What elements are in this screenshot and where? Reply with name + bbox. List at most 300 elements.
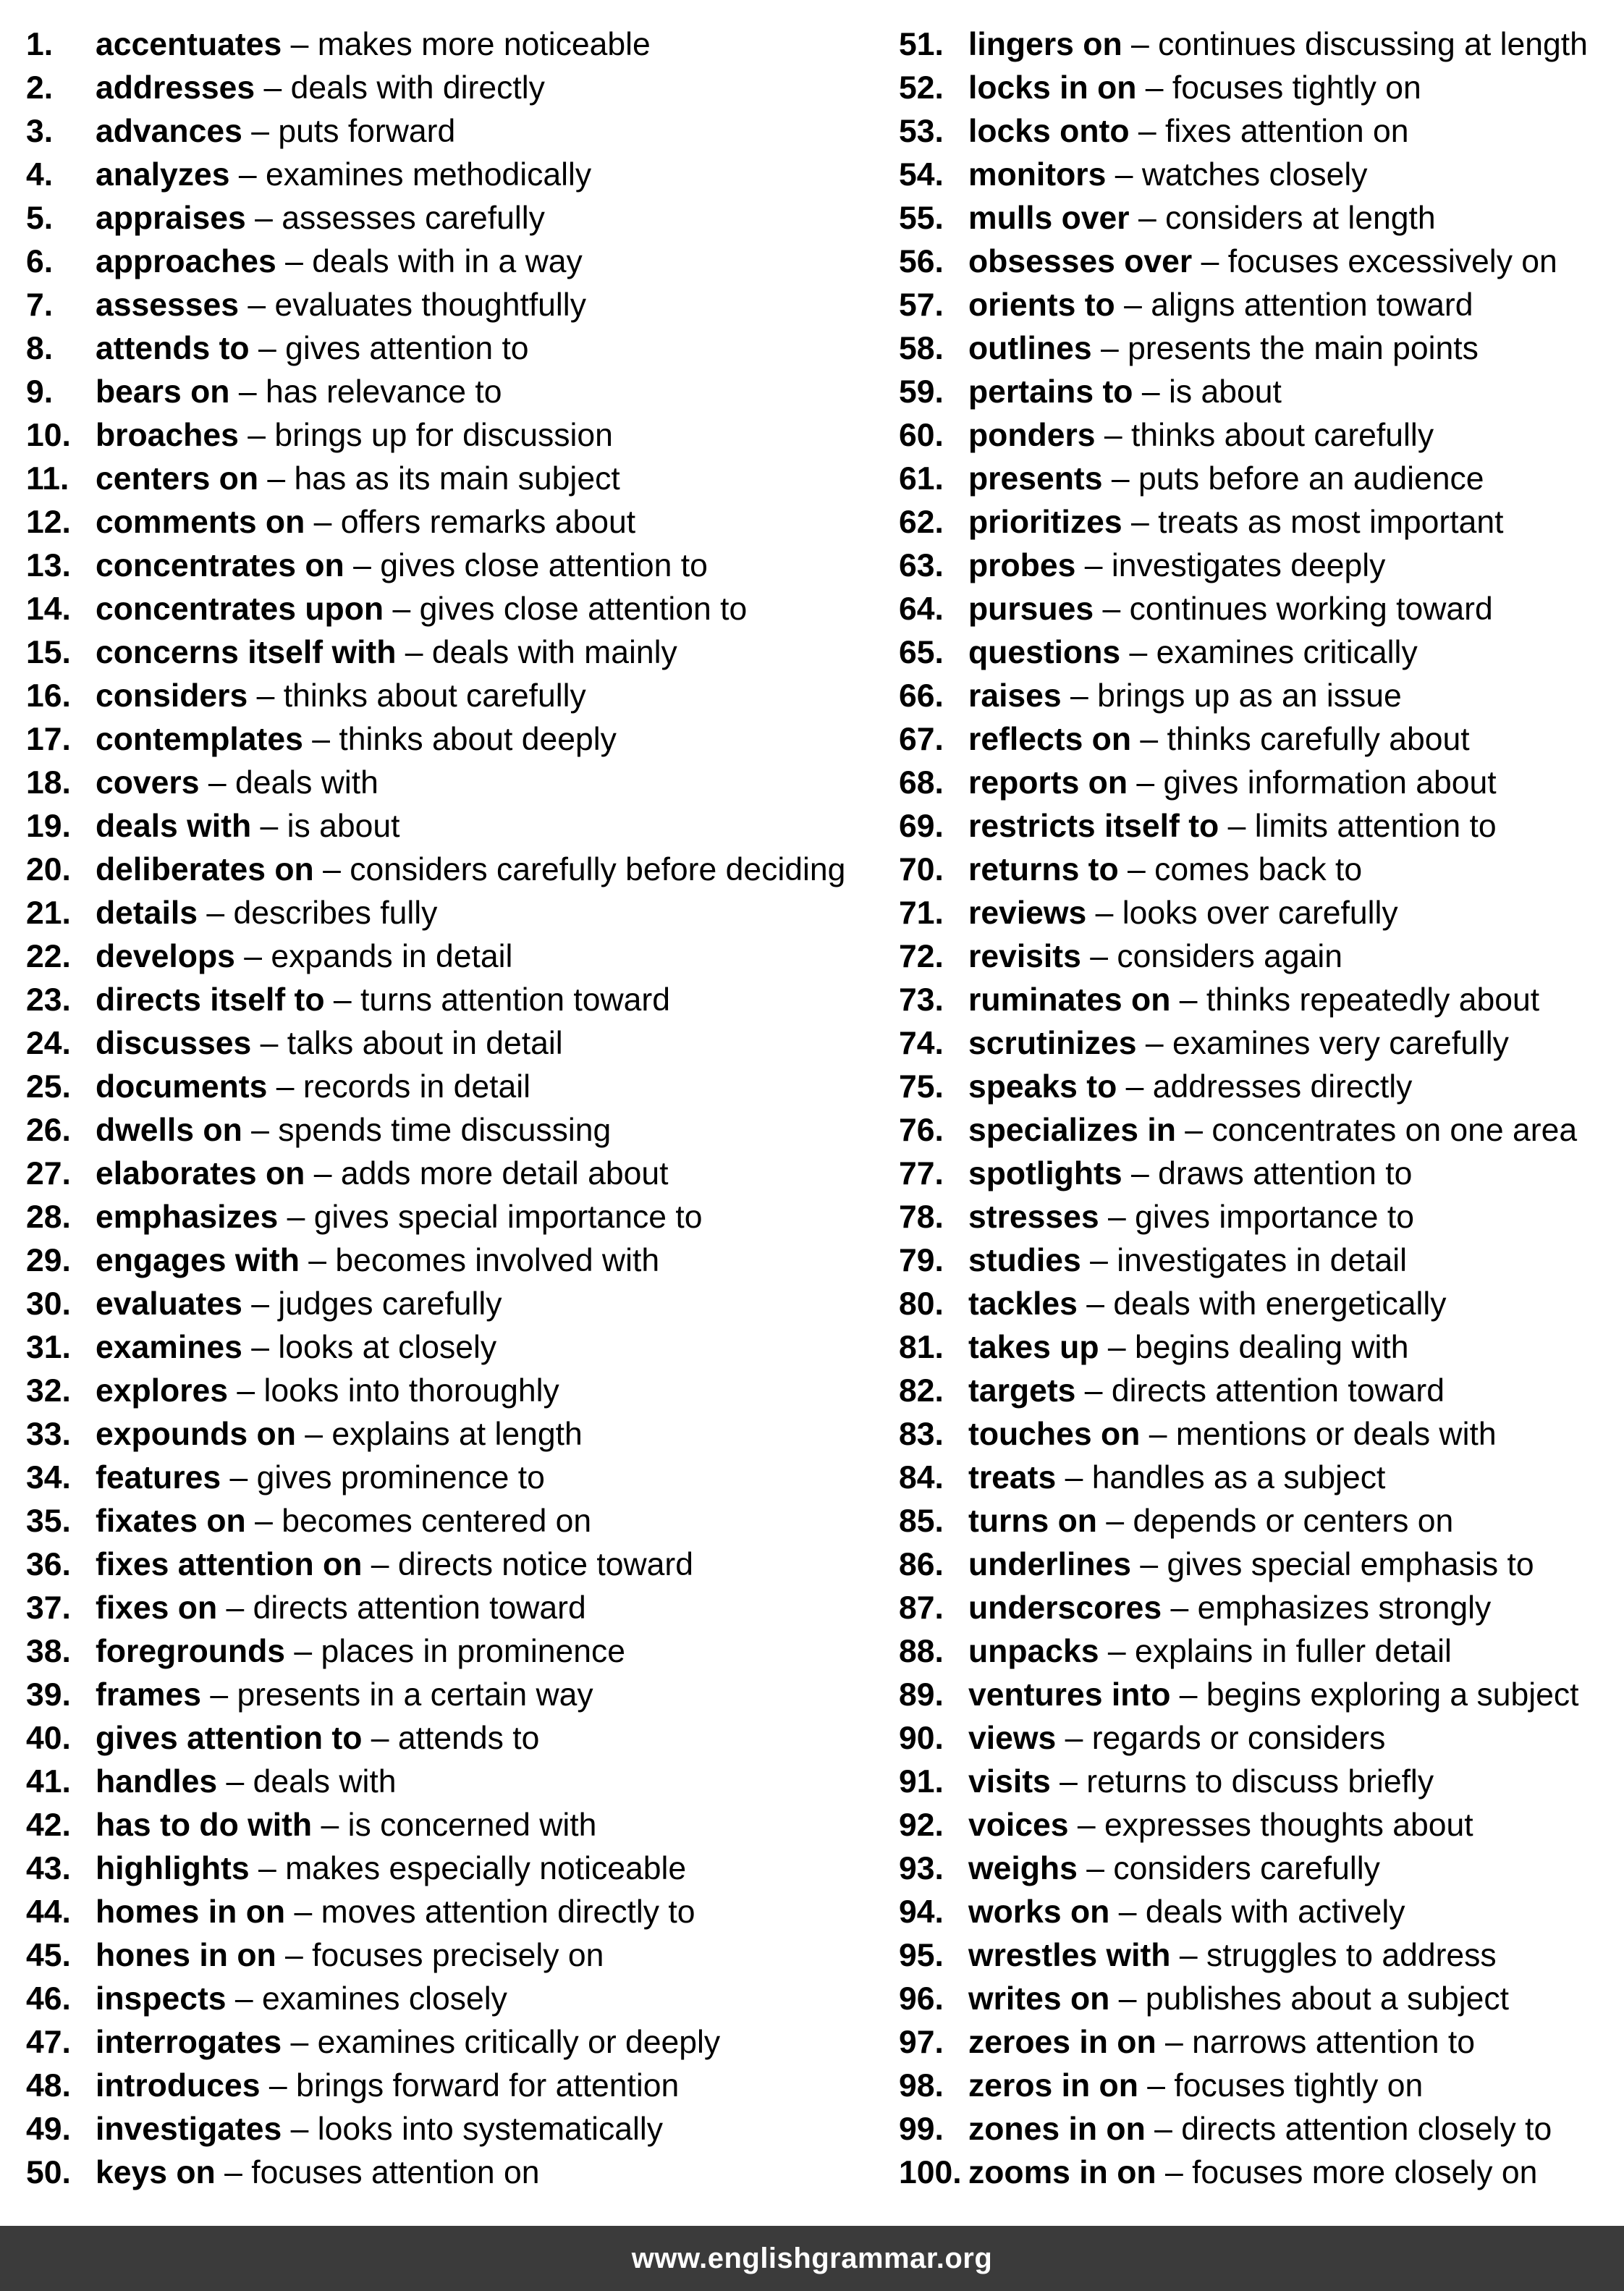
item-definition: expresses thoughts about <box>1104 1807 1473 1843</box>
item-number: 12. <box>26 505 71 540</box>
item-term: fixes on <box>96 1590 218 1626</box>
item-separator: – <box>1096 1503 1133 1539</box>
item-term: mulls over <box>968 201 1130 236</box>
item-definition: brings forward for attention <box>295 2068 680 2104</box>
item-term: ponders <box>968 418 1096 453</box>
list-item <box>26 284 873 327</box>
list-item <box>899 1326 1623 1370</box>
item-number: 99. <box>899 2111 944 2147</box>
item-number: 41. <box>26 1764 71 1800</box>
item-definition: struggles to address <box>1206 1938 1497 1973</box>
item-term: stresses <box>968 1199 1099 1235</box>
item-separator: – <box>295 1417 332 1452</box>
item-definition: looks over carefully <box>1122 895 1398 931</box>
item-separator: – <box>1162 1590 1198 1626</box>
item-term: has to do with <box>96 1807 313 1843</box>
item-separator: – <box>1075 548 1112 583</box>
item-separator: – <box>1129 114 1166 149</box>
item-separator: – <box>1075 1373 1112 1409</box>
item-definition: returns to discuss briefly <box>1086 1764 1434 1800</box>
item-term: reports on <box>968 765 1128 801</box>
item-term: turns on <box>968 1503 1097 1539</box>
list-item <box>899 501 1623 544</box>
item-definition: thinks about deeply <box>339 722 617 757</box>
item-number: 59. <box>899 374 944 410</box>
item-term: pursues <box>968 591 1094 627</box>
item-number: 30. <box>26 1286 71 1322</box>
item-number: 26. <box>26 1113 71 1148</box>
list-item <box>26 1326 873 1370</box>
list-item <box>899 1413 1623 1456</box>
item-term: returns to <box>968 852 1119 887</box>
item-term: concerns itself with <box>96 635 397 670</box>
item-separator: – <box>1145 2111 1182 2147</box>
list-item <box>26 1370 873 1413</box>
item-separator: – <box>312 1807 348 1843</box>
list-item <box>899 675 1623 718</box>
item-definition: assesses carefully <box>282 201 545 236</box>
item-number: 50. <box>26 2155 71 2190</box>
item-definition: expands in detail <box>271 939 513 974</box>
list-item <box>899 2021 1623 2064</box>
item-definition: gives special importance to <box>313 1199 703 1235</box>
item-separator: – <box>362 1721 398 1756</box>
list-item <box>26 718 873 761</box>
item-separator: – <box>1068 1807 1105 1843</box>
list-item <box>26 1978 873 2021</box>
list-item <box>26 110 873 153</box>
list-item <box>899 67 1623 110</box>
item-definition: investigates deeply <box>1111 548 1386 583</box>
item-term: pertains to <box>968 374 1133 410</box>
item-number: 73. <box>899 982 944 1018</box>
item-number: 93. <box>899 1851 944 1886</box>
item-number: 34. <box>26 1460 71 1495</box>
item-term: assesses <box>96 287 239 323</box>
list-item <box>899 1760 1623 1804</box>
footer-bar <box>0 2226 1624 2291</box>
item-definition: has as its main subject <box>294 461 620 497</box>
item-number: 42. <box>26 1807 71 1843</box>
item-separator: – <box>1136 1026 1172 1061</box>
list-item <box>899 2151 1623 2195</box>
item-term: obsesses over <box>968 244 1193 279</box>
item-number: 90. <box>899 1721 944 1756</box>
item-number: 44. <box>26 1894 71 1930</box>
item-term: orients to <box>968 287 1115 323</box>
item-definition: gives close attention to <box>419 591 748 627</box>
item-separator: – <box>1077 1286 1114 1322</box>
item-definition: concentrates on one area <box>1211 1113 1578 1148</box>
list-item <box>899 240 1623 284</box>
item-number: 91. <box>899 1764 944 1800</box>
list-item <box>26 1543 873 1587</box>
item-number: 45. <box>26 1938 71 1973</box>
list-item <box>26 848 873 892</box>
item-separator: – <box>1122 27 1159 62</box>
item-definition: addresses directly <box>1152 1069 1413 1105</box>
item-term: probes <box>968 548 1076 583</box>
item-separator: – <box>255 70 291 106</box>
item-term: engages with <box>96 1243 300 1278</box>
item-number: 24. <box>26 1026 71 1061</box>
list-item <box>26 197 873 240</box>
item-term: interrogates <box>96 2025 282 2060</box>
item-number: 40. <box>26 1721 71 1756</box>
item-term: attends to <box>96 331 250 366</box>
item-separator: – <box>1094 591 1130 627</box>
item-term: zones in on <box>968 2111 1146 2147</box>
item-number: 79. <box>899 1243 944 1278</box>
item-term: features <box>96 1460 221 1495</box>
item-number: 29. <box>26 1243 71 1278</box>
item-definition: watches closely <box>1141 157 1368 193</box>
item-separator: – <box>229 374 266 410</box>
item-separator: – <box>282 2025 318 2060</box>
item-number: 75. <box>899 1069 944 1105</box>
item-term: bears on <box>96 374 230 410</box>
item-definition: thinks about carefully <box>283 678 586 714</box>
item-number: 70. <box>899 852 944 887</box>
item-number: 17. <box>26 722 71 757</box>
list-item <box>26 761 873 805</box>
list-item <box>899 1022 1623 1066</box>
item-number: 56. <box>899 244 944 279</box>
item-separator: – <box>249 1851 286 1886</box>
list-item <box>899 1456 1623 1500</box>
word-list-column-right <box>899 23 1623 2195</box>
list-item <box>899 1978 1623 2021</box>
item-definition: aligns attention toward <box>1151 287 1473 323</box>
item-separator: – <box>1109 1894 1146 1930</box>
list-item <box>899 414 1623 457</box>
item-definition: focuses tightly on <box>1172 70 1421 106</box>
item-separator: – <box>1175 1113 1212 1148</box>
item-separator: – <box>229 157 266 193</box>
item-separator: – <box>299 1243 336 1278</box>
list-item <box>899 1500 1623 1543</box>
item-number: 31. <box>26 1330 71 1365</box>
item-number: 94. <box>899 1894 944 1930</box>
list-item <box>899 935 1623 979</box>
item-separator: – <box>282 2111 318 2147</box>
item-term: revisits <box>968 939 1081 974</box>
item-definition: becomes centered on <box>282 1503 592 1539</box>
list-item <box>26 67 873 110</box>
item-separator: – <box>276 1938 313 1973</box>
item-term: directs itself to <box>96 982 325 1018</box>
item-term: ventures into <box>968 1677 1171 1713</box>
item-number: 11. <box>26 461 69 497</box>
item-number: 68. <box>899 765 944 801</box>
item-term: monitors <box>968 157 1107 193</box>
item-separator: – <box>245 201 282 236</box>
item-definition: gives prominence to <box>256 1460 545 1495</box>
item-term: gives attention to <box>96 1721 363 1756</box>
item-separator: – <box>396 635 432 670</box>
item-separator: – <box>1117 1069 1153 1105</box>
item-definition: adds more detail about <box>340 1156 669 1191</box>
item-separator: – <box>260 2068 296 2104</box>
item-separator: – <box>1192 244 1228 279</box>
item-number: 1. <box>26 27 54 62</box>
item-definition: publishes about a subject <box>1145 1981 1510 2017</box>
item-definition: focuses precisely on <box>312 1938 604 1973</box>
list-item <box>26 675 873 718</box>
list-item <box>26 457 873 501</box>
item-definition: moves attention directly to <box>321 1894 695 1930</box>
item-separator: – <box>245 1503 282 1539</box>
item-separator: – <box>1170 982 1206 1018</box>
list-item <box>26 1630 873 1674</box>
item-definition: brings up as an issue <box>1097 678 1402 714</box>
list-item <box>26 1674 873 1717</box>
item-term: explores <box>96 1373 229 1409</box>
item-number: 27. <box>26 1156 71 1191</box>
item-term: specializes in <box>968 1113 1176 1148</box>
item-separator: – <box>238 418 275 453</box>
item-separator: – <box>1120 635 1156 670</box>
item-definition: gives special emphasis to <box>1167 1547 1534 1582</box>
item-term: zeroes in on <box>968 2025 1156 2060</box>
item-separator: – <box>217 1764 253 1800</box>
item-definition: considers at length <box>1165 201 1436 236</box>
item-separator: – <box>242 114 279 149</box>
item-number: 86. <box>899 1547 944 1582</box>
item-separator: – <box>251 1026 287 1061</box>
item-term: emphasizes <box>96 1199 279 1235</box>
item-term: develops <box>96 939 235 974</box>
item-definition: places in prominence <box>321 1634 626 1669</box>
item-term: weighs <box>968 1851 1078 1886</box>
item-definition: puts forward <box>278 114 456 149</box>
item-separator: – <box>1156 2155 1193 2190</box>
item-separator: – <box>1050 1764 1087 1800</box>
item-term: centers on <box>96 461 259 497</box>
item-number: 84. <box>899 1460 944 1495</box>
item-number: 85. <box>899 1503 944 1539</box>
list-item <box>899 1239 1623 1283</box>
item-separator: – <box>1138 2068 1175 2104</box>
item-term: investigates <box>96 2111 282 2147</box>
item-separator: – <box>305 1156 341 1191</box>
item-definition: talks about in detail <box>287 1026 563 1061</box>
item-number: 78. <box>899 1199 944 1235</box>
item-separator: – <box>1061 678 1098 714</box>
item-term: considers <box>96 678 248 714</box>
item-definition: offers remarks about <box>340 505 636 540</box>
list-item <box>26 1456 873 1500</box>
item-separator: – <box>1091 331 1128 366</box>
item-separator: – <box>1080 939 1117 974</box>
item-term: questions <box>968 635 1121 670</box>
list-item <box>26 1891 873 1934</box>
item-term: covers <box>96 765 200 801</box>
list-item <box>26 414 873 457</box>
item-term: presents <box>968 461 1103 497</box>
item-definition: examines methodically <box>266 157 592 193</box>
item-definition: deals with actively <box>1145 1894 1405 1930</box>
list-item <box>26 1283 873 1326</box>
item-number: 4. <box>26 157 54 193</box>
item-number: 81. <box>899 1330 944 1365</box>
list-item <box>899 327 1623 371</box>
item-number: 63. <box>899 548 944 583</box>
item-definition: has relevance to <box>265 374 502 410</box>
list-item <box>899 1804 1623 1847</box>
item-number: 16. <box>26 678 71 714</box>
list-item <box>26 23 873 67</box>
item-definition: examines critically or deeply <box>317 2025 721 2060</box>
footer-website[interactable]: www.englishgrammar.org <box>631 2242 993 2274</box>
item-term: accentuates <box>96 27 282 62</box>
list-item <box>26 1717 873 1760</box>
item-definition: deals with directly <box>290 70 545 106</box>
item-separator: – <box>1077 1851 1114 1886</box>
item-term: ruminates on <box>968 982 1171 1018</box>
item-term: hones in on <box>96 1938 276 1973</box>
item-separator: – <box>324 982 361 1018</box>
item-number: 49. <box>26 2111 71 2147</box>
list-item <box>899 110 1623 153</box>
list-item <box>899 1630 1623 1674</box>
item-separator: – <box>1099 1199 1135 1235</box>
item-number: 43. <box>26 1851 71 1886</box>
item-number: 76. <box>899 1113 944 1148</box>
item-number: 53. <box>899 114 944 149</box>
item-definition: deals with mainly <box>431 635 677 670</box>
item-separator: – <box>1099 1634 1135 1669</box>
item-definition: thinks carefully about <box>1167 722 1470 757</box>
item-term: details <box>96 895 198 931</box>
list-item <box>899 2064 1623 2108</box>
item-number: 3. <box>26 114 54 149</box>
item-term: deals with <box>96 809 252 844</box>
item-separator: – <box>1080 1243 1117 1278</box>
item-definition: mentions or deals with <box>1175 1417 1497 1452</box>
item-term: views <box>968 1721 1057 1756</box>
item-number: 14. <box>26 591 71 627</box>
item-term: visits <box>968 1764 1051 1800</box>
list-item <box>26 2108 873 2151</box>
item-definition: deals with in a way <box>312 244 583 279</box>
item-term: advances <box>96 114 242 149</box>
item-term: elaborates on <box>96 1156 305 1191</box>
item-number: 65. <box>899 635 944 670</box>
item-definition: explains in fuller detail <box>1135 1634 1452 1669</box>
item-number: 2. <box>26 70 54 106</box>
item-definition: thinks repeatedly about <box>1206 982 1540 1018</box>
item-number: 77. <box>899 1156 944 1191</box>
item-number: 71. <box>899 895 944 931</box>
item-term: studies <box>968 1243 1081 1278</box>
item-separator: – <box>1170 1677 1206 1713</box>
item-separator: – <box>344 548 381 583</box>
item-term: writes on <box>968 1981 1110 2017</box>
item-number: 38. <box>26 1634 71 1669</box>
item-number: 6. <box>26 244 54 279</box>
item-term: concentrates on <box>96 548 344 583</box>
list-item <box>26 1109 873 1152</box>
list-item <box>899 1543 1623 1587</box>
item-number: 55. <box>899 201 944 236</box>
item-number: 32. <box>26 1373 71 1409</box>
item-term: wrestles with <box>968 1938 1171 1973</box>
item-definition: explains at length <box>331 1417 583 1452</box>
item-separator: – <box>1106 157 1142 193</box>
item-term: evaluates <box>96 1286 242 1322</box>
item-term: dwells on <box>96 1113 242 1148</box>
item-separator: – <box>1170 1938 1206 1973</box>
list-item <box>26 1847 873 1891</box>
item-definition: puts before an audience <box>1138 461 1484 497</box>
item-number: 13. <box>26 548 71 583</box>
item-number: 97. <box>899 2025 944 2060</box>
item-number: 10. <box>26 418 71 453</box>
item-term: concentrates upon <box>96 591 384 627</box>
item-number: 64. <box>899 591 944 627</box>
item-separator: – <box>1086 895 1122 931</box>
list-item <box>26 2021 873 2064</box>
item-number: 58. <box>899 331 944 366</box>
item-number: 47. <box>26 2025 71 2060</box>
item-separator: – <box>303 722 339 757</box>
item-term: unpacks <box>968 1634 1099 1669</box>
item-number: 57. <box>899 287 944 323</box>
item-number: 7. <box>26 287 54 323</box>
item-definition: directs attention toward <box>1111 1373 1445 1409</box>
list-item <box>26 327 873 371</box>
item-definition: is concerned with <box>347 1807 597 1843</box>
item-number: 33. <box>26 1417 71 1452</box>
item-separator: – <box>276 244 313 279</box>
list-item <box>26 1022 873 1066</box>
item-definition: looks into systematically <box>317 2111 664 2147</box>
item-number: 88. <box>899 1634 944 1669</box>
item-definition: gives importance to <box>1135 1199 1414 1235</box>
item-separator: – <box>278 1199 314 1235</box>
item-number: 62. <box>899 505 944 540</box>
item-term: zooms in on <box>968 2155 1156 2190</box>
item-number: 87. <box>899 1590 944 1626</box>
item-definition: narrows attention to <box>1192 2025 1475 2060</box>
item-separator: – <box>1109 1981 1146 2017</box>
list-item <box>899 457 1623 501</box>
item-separator: – <box>1102 461 1138 497</box>
item-definition: continues working toward <box>1129 591 1493 627</box>
list-item <box>26 892 873 935</box>
list-item <box>899 631 1623 675</box>
item-definition: considers carefully <box>1113 1851 1380 1886</box>
item-term: spotlights <box>968 1156 1122 1191</box>
item-term: restricts itself to <box>968 809 1219 844</box>
item-separator: – <box>234 939 271 974</box>
item-separator: – <box>1095 418 1132 453</box>
list-item <box>26 1066 873 1109</box>
item-definition: brings up for discussion <box>274 418 613 453</box>
item-separator: – <box>1056 1460 1092 1495</box>
item-term: foregrounds <box>96 1634 286 1669</box>
item-term: addresses <box>96 70 255 106</box>
list-item <box>26 1413 873 1456</box>
list-item <box>26 1804 873 1847</box>
item-separator: – <box>1128 765 1164 801</box>
item-definition: deals with energetically <box>1113 1286 1447 1322</box>
item-number: 46. <box>26 1981 71 2017</box>
item-definition: makes more noticeable <box>317 27 651 62</box>
item-definition: spends time discussing <box>278 1113 612 1148</box>
item-definition: attends to <box>397 1721 540 1756</box>
